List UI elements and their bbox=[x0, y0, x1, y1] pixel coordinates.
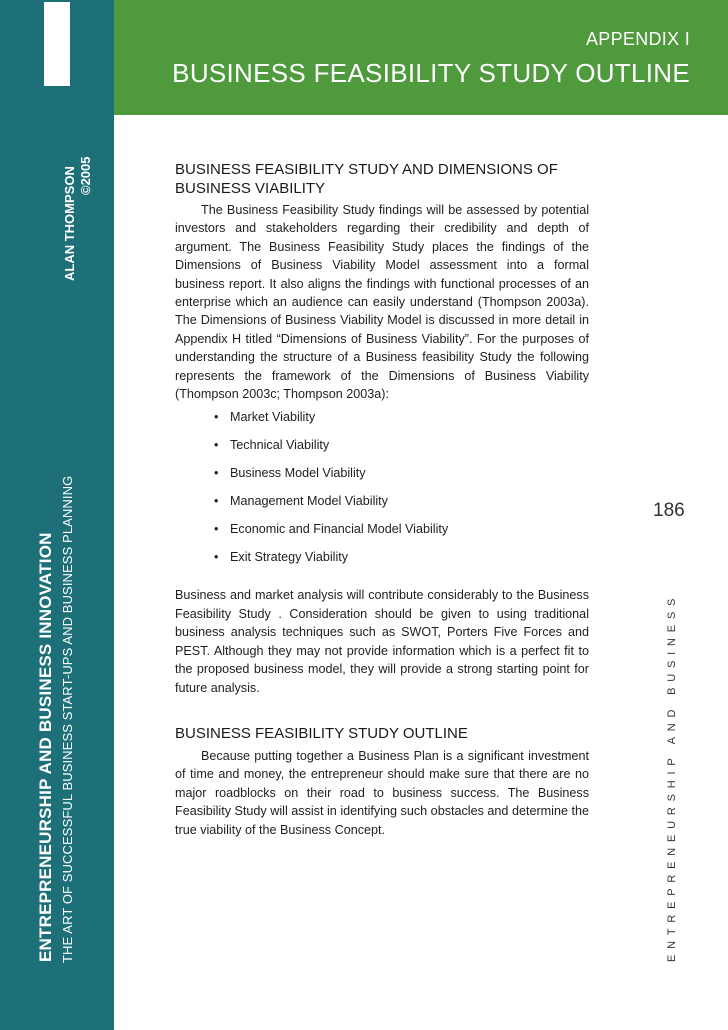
author-name: ALAN THOMPSON bbox=[62, 166, 77, 281]
list-item: • Economic and Financial Model Viability bbox=[212, 520, 589, 548]
section-heading: BUSINESS FEASIBILITY STUDY OUTLINE bbox=[175, 724, 468, 742]
header-band bbox=[114, 0, 728, 115]
book-title: ENTREPRENEURSHIP AND BUSINESS INNOVATION bbox=[36, 532, 55, 962]
chapter-tab bbox=[0, 0, 114, 115]
list-item: • Market Viability bbox=[212, 408, 589, 436]
page-number: 186 bbox=[653, 500, 685, 521]
list-item: • Business Model Viability bbox=[212, 464, 589, 492]
running-title: ENTREPRENEURSHIP AND BUSINESS bbox=[666, 592, 678, 962]
body-paragraph: The Business Feasibility Study findings will be assessed by potential investors and stakeholders regarding their credibility and depth of argument. The Business Feasibility Study places the findings of the Dimensions of Business Viability Model assessment into a formal business report. It also aligns the findings with functional processes of an enterprise which an audience can easily understand (Thompson 2003a). The Dimensions of Business Viability Model is discussed in more detail in Appendix H titled “Dimensions of Business Viability”. For the purposes of understanding the structure of a Business feasibility Study the following represents the framework of the Dimensions of Business Viability (Thompson 2003c; Thompson 2003a): bbox=[175, 203, 589, 402]
chapter-letter-glyph bbox=[44, 2, 70, 86]
section-heading: BUSINESS FEASIBILITY STUDY AND DIMENSIONS OF BUSINESS VIABILITY bbox=[175, 161, 558, 197]
side-strip bbox=[0, 115, 114, 1030]
page-title: BUSINESS FEASIBILITY STUDY OUTLINE bbox=[172, 58, 690, 88]
list-item: • Exit Strategy Viability bbox=[212, 548, 589, 576]
copyright-notice: ©2005 bbox=[78, 156, 93, 195]
main-content bbox=[175, 160, 589, 839]
list-item: • Management Model Viability bbox=[212, 492, 589, 520]
body-paragraph: Business and market analysis will contribute considerably to the Business Feasibility Study . Consideration should be given to using traditional business analysis techniques such as SWOT, Porters Five Forces and PEST. Although they may not provide information which is a perfect fit to the proposed business model, they will provide a strong starting point for future analysis. bbox=[175, 588, 589, 695]
viability-list bbox=[175, 408, 589, 576]
list-item: • Technical Viability bbox=[212, 436, 589, 464]
body-paragraph: Because putting together a Business Plan is a significant investment of time and money, the entrepreneur should make sure that there are no major roadblocks on their road to business success. The Business Feasibility Study will assist in identifying such obstacles and determine the true viability of the Business Concept. bbox=[175, 748, 589, 837]
appendix-label: APPENDIX I bbox=[585, 29, 690, 49]
book-subtitle: THE ART OF SUCCESSFUL BUSINESS START-UPS AND BUSINESS PLANNING bbox=[60, 475, 75, 963]
